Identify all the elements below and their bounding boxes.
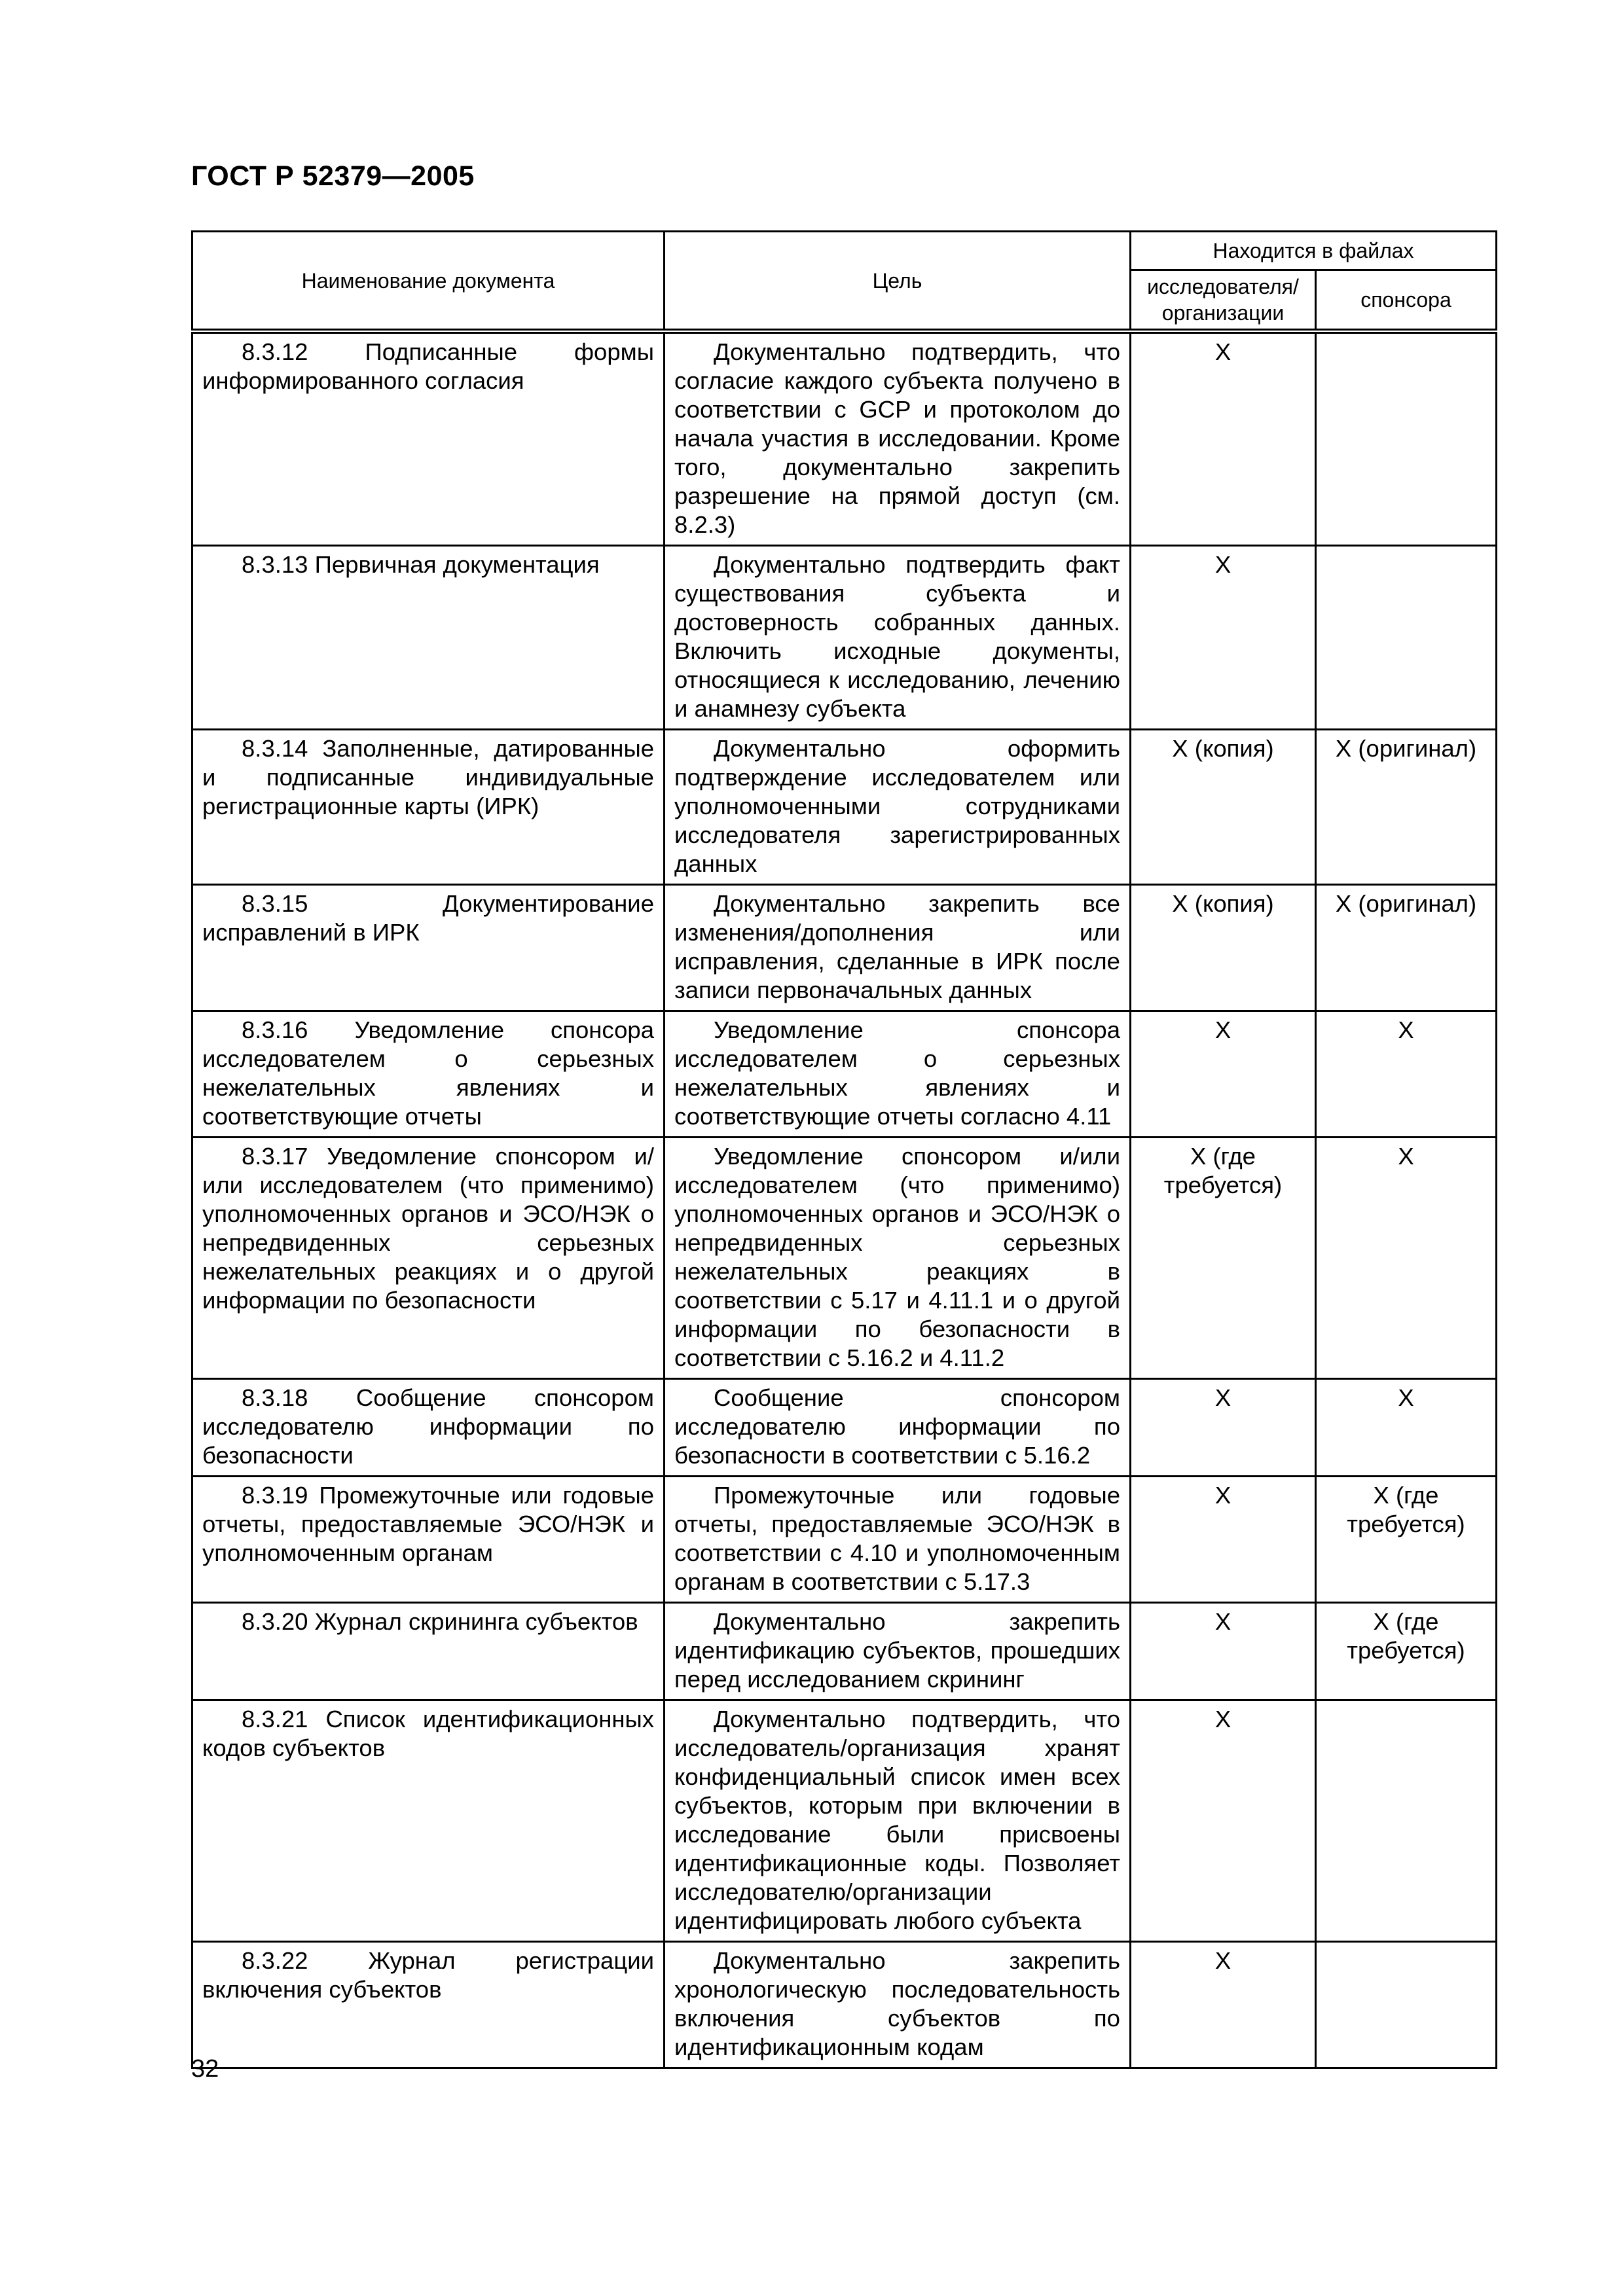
table-row bbox=[192, 1603, 1497, 1700]
table-row bbox=[192, 1942, 1497, 2068]
sponsor-file-cell: X bbox=[1316, 1379, 1497, 1477]
goal-cell: Уведомление спонсора исследователем о серьезных нежелательных явлениях и соответствующие отчеты согласно 4.11 bbox=[665, 1011, 1131, 1138]
document-name-cell: 8.3.20 Журнал скрининга субъектов bbox=[192, 1603, 665, 1700]
goal-cell: Уведомление спонсором и/или исследователем (что применимо) уполномоченных органов и ЭСО/НЭК о непредвиденных серьезных нежелательных реакциях в соответствии с 5.17 и 4.11.1 и о другой информации по безопасности в соответствии с 5.16.2 и 4.11.2 bbox=[665, 1138, 1131, 1379]
table-row bbox=[192, 1477, 1497, 1603]
sponsor-file-cell bbox=[1316, 331, 1497, 546]
essential-documents-table bbox=[191, 230, 1497, 2069]
column-header-investigator: исследователя/ организации bbox=[1131, 270, 1316, 332]
table-row bbox=[192, 1011, 1497, 1138]
investigator-file-cell: X bbox=[1131, 1477, 1316, 1603]
sponsor-file-cell bbox=[1316, 546, 1497, 730]
goal-cell: Документально подтвердить, что согласие каждого субъекта получено в соответствии с GCP и протоколом до начала участия в исследовании. Кроме того, документально закрепить разрешение на прямой доступ (см. 8.2.3) bbox=[665, 331, 1131, 546]
sponsor-file-cell: X (оригинал) bbox=[1316, 730, 1497, 885]
investigator-file-cell: X bbox=[1131, 1942, 1316, 2068]
investigator-file-cell: X bbox=[1131, 331, 1316, 546]
table-row bbox=[192, 885, 1497, 1011]
table-header bbox=[192, 232, 1497, 332]
sponsor-file-cell: X bbox=[1316, 1011, 1497, 1138]
goal-cell: Документально закрепить все изменения/дополнения или исправления, сделанные в ИРК после записи первоначальных данных bbox=[665, 885, 1131, 1011]
table-row bbox=[192, 1379, 1497, 1477]
table-row bbox=[192, 1138, 1497, 1379]
document-name-cell: 8.3.14 Заполненные, датированные и подписанные индивидуальные регистрационные карты (ИРК) bbox=[192, 730, 665, 885]
goal-cell: Промежуточные или годовые отчеты, предоставляемые ЭСО/НЭК в соответствии с 4.10 и уполномоченным органам в соответствии с 5.17.3 bbox=[665, 1477, 1131, 1603]
investigator-file-cell: X bbox=[1131, 546, 1316, 730]
document-name-cell: 8.3.13 Первичная документация bbox=[192, 546, 665, 730]
document-header-title: ГОСТ Р 52379—2005 bbox=[191, 160, 475, 192]
document-name-cell: 8.3.17 Уведомление спонсором и/или исследователем (что применимо) уполномоченных органов и ЭСО/НЭК о непредвиденных серьезных нежелательных реакциях и о другой информации по безопасности bbox=[192, 1138, 665, 1379]
document-name-cell: 8.3.22 Журнал регистрации включения субъектов bbox=[192, 1942, 665, 2068]
investigator-file-cell: X (копия) bbox=[1131, 730, 1316, 885]
investigator-file-cell: X bbox=[1131, 1700, 1316, 1942]
goal-cell: Документально оформить подтверждение исследователем или уполномоченными сотрудниками исследователя зарегистрированных данных bbox=[665, 730, 1131, 885]
goal-cell: Документально закрепить идентификацию субъектов, прошедших перед исследованием скрининг bbox=[665, 1603, 1131, 1700]
table-row bbox=[192, 730, 1497, 885]
table-body bbox=[192, 331, 1497, 2068]
document-name-cell: 8.3.16 Уведомление спонсора исследователем о серьезных нежелательных явлениях и соответствующие отчеты bbox=[192, 1011, 665, 1138]
column-header-sponsor: спонсора bbox=[1316, 270, 1497, 332]
investigator-file-cell: X bbox=[1131, 1379, 1316, 1477]
column-header-files-group: Находится в файлах bbox=[1131, 232, 1497, 270]
investigator-file-cell: X bbox=[1131, 1011, 1316, 1138]
goal-cell: Сообщение спонсором исследователю информации по безопасности в соответствии с 5.16.2 bbox=[665, 1379, 1131, 1477]
table-row bbox=[192, 546, 1497, 730]
investigator-file-cell: X bbox=[1131, 1603, 1316, 1700]
document-name-cell: 8.3.19 Промежуточные или годовые отчеты, предоставляемые ЭСО/НЭК и уполномоченным органам bbox=[192, 1477, 665, 1603]
investigator-file-cell: X (где требуется) bbox=[1131, 1138, 1316, 1379]
sponsor-file-cell: X bbox=[1316, 1138, 1497, 1379]
sponsor-file-cell: X (оригинал) bbox=[1316, 885, 1497, 1011]
sponsor-file-cell: X (где требуется) bbox=[1316, 1603, 1497, 1700]
sponsor-file-cell: X (где требуется) bbox=[1316, 1477, 1497, 1603]
goal-cell: Документально закрепить хронологическую последовательность включения субъектов по идентификационным кодам bbox=[665, 1942, 1131, 2068]
document-name-cell: 8.3.21 Список идентификационных кодов субъектов bbox=[192, 1700, 665, 1942]
goal-cell: Документально подтвердить факт существования субъекта и достоверность собранных данных. Включить исходные документы, относящиеся к исследованию, лечению и анамнезу субъекта bbox=[665, 546, 1131, 730]
sponsor-file-cell bbox=[1316, 1942, 1497, 2068]
document-name-cell: 8.3.12 Подписанные формы информированного согласия bbox=[192, 331, 665, 546]
goal-cell: Документально подтвердить, что исследователь/организация хранят конфиденциальный список имен всех субъектов, которым при включении в исследование были присвоены идентификационные коды. Позволяет исследователю/организации идентифицировать любого субъекта bbox=[665, 1700, 1131, 1942]
sponsor-file-cell bbox=[1316, 1700, 1497, 1942]
column-header-goal: Цель bbox=[665, 232, 1131, 332]
document-name-cell: 8.3.15 Документирование исправлений в ИРК bbox=[192, 885, 665, 1011]
column-header-document-name: Наименование документа bbox=[192, 232, 665, 332]
page-number: 32 bbox=[191, 2055, 219, 2083]
table-row bbox=[192, 331, 1497, 546]
investigator-file-cell: X (копия) bbox=[1131, 885, 1316, 1011]
document-name-cell: 8.3.18 Сообщение спонсором исследователю информации по безопасности bbox=[192, 1379, 665, 1477]
table-row bbox=[192, 1700, 1497, 1942]
